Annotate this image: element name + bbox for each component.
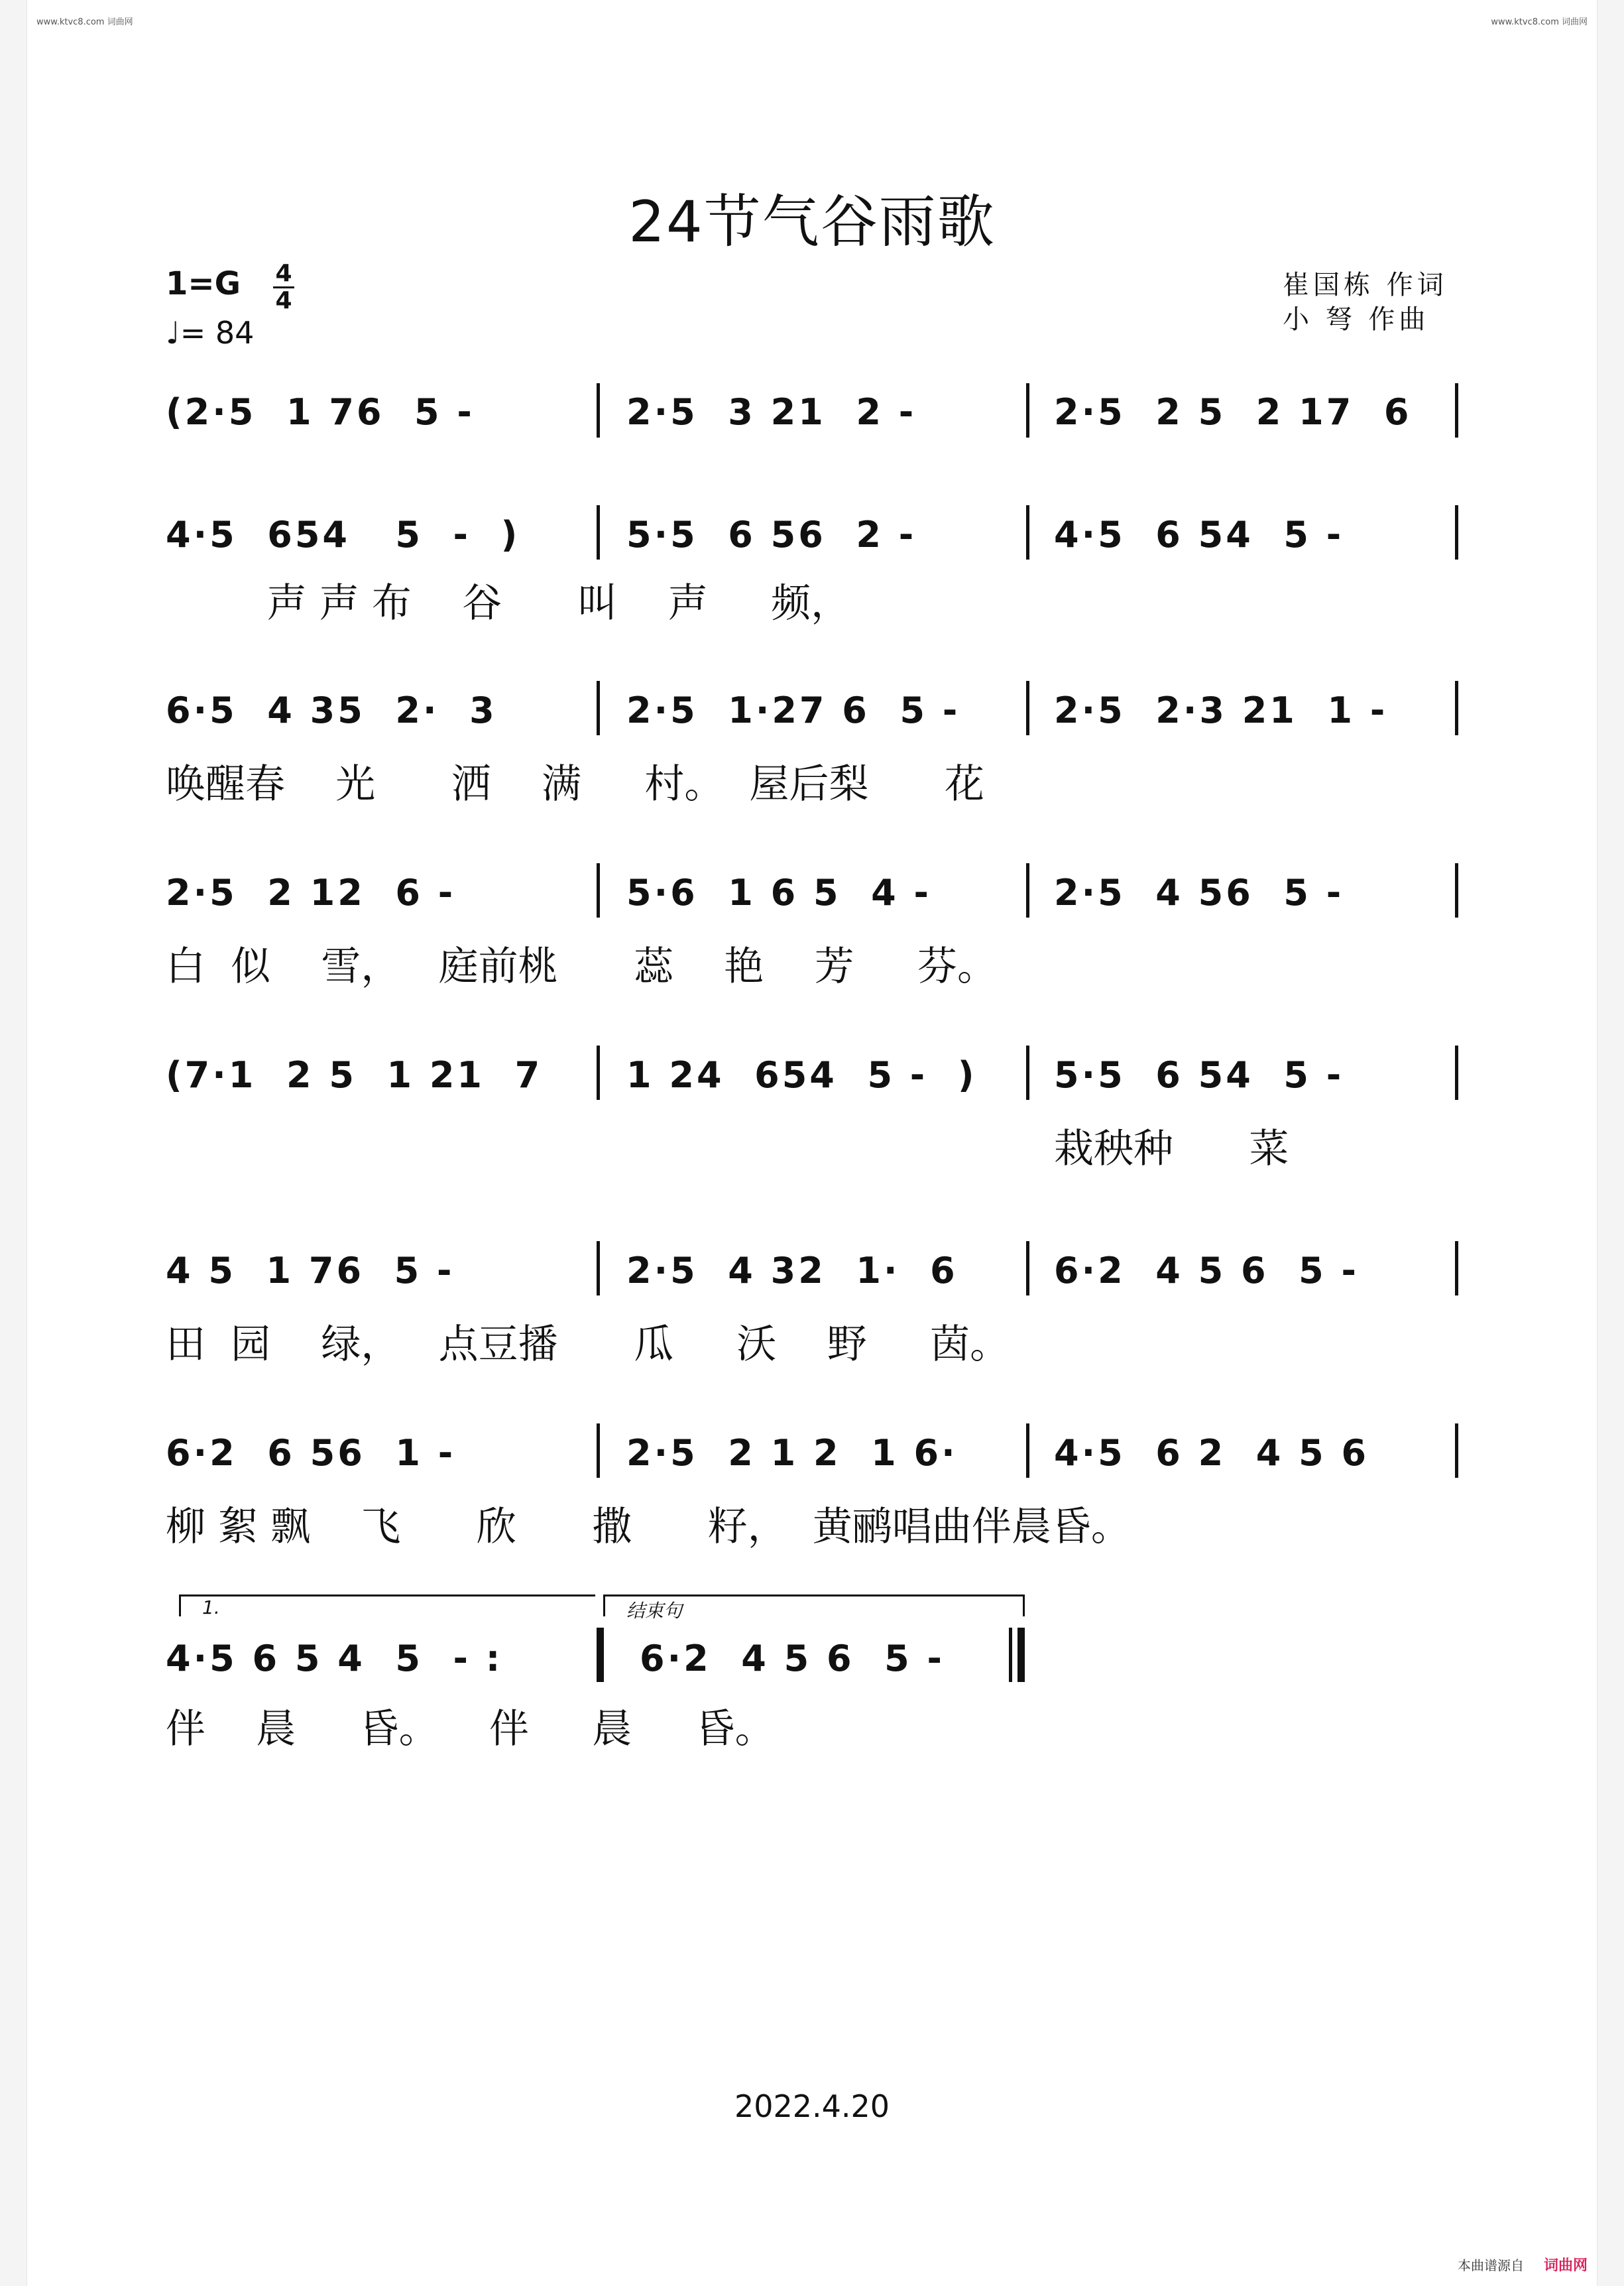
barline bbox=[1026, 863, 1029, 918]
first-ending-label: 1. bbox=[202, 1596, 220, 1618]
barline bbox=[597, 505, 600, 560]
final-barline-thin bbox=[1009, 1628, 1012, 1682]
time-numerator: 4 bbox=[275, 260, 292, 287]
barline bbox=[597, 1241, 600, 1295]
barline bbox=[1455, 1423, 1458, 1478]
system-5-measure-2: 1 24 654 5 - ) bbox=[626, 1054, 977, 1096]
system-1-measure-1: (2·5 1 76 5 - bbox=[166, 391, 475, 433]
tempo-marking bbox=[166, 315, 254, 351]
first-ending-bracket bbox=[179, 1594, 595, 1616]
right-watermark-strip bbox=[1597, 0, 1624, 2286]
composer-credit: 小 弩 作曲 bbox=[1283, 304, 1430, 335]
system-6-measure-2: 2·5 4 32 1· 6 bbox=[626, 1250, 958, 1292]
barline bbox=[1026, 1046, 1029, 1100]
system-4-lyrics: 白 似 雪， 庭前桃 蕊 艳 芳 芬。 bbox=[166, 943, 998, 990]
system-1-measure-2: 2·5 3 21 2 - bbox=[626, 391, 917, 433]
system-7-lyrics: 柳 絮 飘 飞 欣 撒 籽， 黄鹂唱曲伴晨昏。 bbox=[166, 1504, 1131, 1550]
header-site-right: www.ktvc8.com 词曲网 bbox=[1491, 17, 1588, 27]
barline bbox=[1455, 681, 1458, 735]
source-label: 本曲谱源自 bbox=[1457, 2257, 1524, 2273]
system-7-measure-2: 2·5 2 1 2 1 6· bbox=[626, 1432, 958, 1474]
ending-label: 结束句 bbox=[626, 1600, 683, 1622]
barline bbox=[1026, 505, 1029, 560]
barline bbox=[597, 1046, 600, 1100]
barline bbox=[597, 383, 600, 438]
system-3-measure-2: 2·5 1·27 6 5 - bbox=[626, 690, 960, 731]
lyricist-credit: 崔国栋 作词 bbox=[1283, 270, 1448, 300]
left-watermark-strip bbox=[0, 0, 27, 2286]
system-8-lyrics: 伴 晨 昏。 伴 晨 昏。 bbox=[166, 1706, 775, 1752]
system-3-measure-1: 6·5 4 35 2· 3 bbox=[166, 690, 497, 731]
brand-logo: 词曲网 bbox=[1543, 2257, 1588, 2274]
system-4-measure-2: 5·6 1 6 5 4 - bbox=[626, 872, 931, 914]
barline bbox=[1026, 1423, 1029, 1478]
tempo-value: = 84 bbox=[180, 315, 255, 351]
header-site-left: www.ktvc8.com 词曲网 bbox=[36, 17, 133, 27]
key-label: 1=G bbox=[166, 265, 241, 302]
song-title: 24节气谷雨歌 bbox=[628, 189, 996, 255]
barline bbox=[1455, 1046, 1458, 1100]
system-2-measure-3: 4·5 6 54 5 - bbox=[1054, 514, 1344, 556]
composition-date: 2022.4.20 bbox=[734, 2088, 890, 2124]
system-8-measure-2: 6·2 4 5 6 5 - bbox=[640, 1638, 945, 1679]
system-7-measure-1: 6·2 6 56 1 - bbox=[166, 1432, 456, 1474]
barline bbox=[1455, 505, 1458, 560]
time-signature bbox=[270, 262, 297, 313]
barline bbox=[597, 863, 600, 918]
system-8-measure-1: 4·5 6 5 4 5 - : bbox=[166, 1638, 503, 1679]
barline bbox=[597, 1423, 600, 1478]
system-7-measure-3: 4·5 6 2 4 5 6 bbox=[1054, 1432, 1369, 1474]
system-5-measure-1: (7·1 2 5 1 21 7 bbox=[166, 1054, 543, 1096]
system-3-measure-3: 2·5 2·3 21 1 - bbox=[1054, 690, 1388, 731]
barline bbox=[1026, 1241, 1029, 1295]
system-5-measure-3: 5·5 6 54 5 - bbox=[1054, 1054, 1344, 1096]
system-6-measure-3: 6·2 4 5 6 5 - bbox=[1054, 1250, 1359, 1292]
system-6-lyrics: 田 园 绿， 点豆播 瓜 沃 野 茵。 bbox=[166, 1321, 1010, 1368]
system-2-measure-2: 5·5 6 56 2 - bbox=[626, 514, 917, 556]
system-5-lyrics: 栽秧种 菜 bbox=[1054, 1126, 1289, 1172]
barline bbox=[597, 681, 600, 735]
system-2-measure-1: 4·5 654 5 - ) bbox=[166, 514, 520, 556]
system-6-measure-1: 4 5 1 76 5 - bbox=[166, 1250, 455, 1292]
final-barline-thick bbox=[1017, 1628, 1025, 1682]
barline bbox=[1026, 383, 1029, 438]
system-3-lyrics: 唤醒春 光 洒 满 村。 屋后梨 花 bbox=[166, 761, 984, 808]
system-4-measure-3: 2·5 4 56 5 - bbox=[1054, 872, 1344, 914]
system-4-measure-1: 2·5 2 12 6 - bbox=[166, 872, 456, 914]
system-2-lyrics: 声 声 布 谷 叫 声 频， bbox=[166, 580, 851, 627]
system-1-measure-3: 2·5 2 5 2 17 6 bbox=[1054, 391, 1412, 433]
barline bbox=[1455, 383, 1458, 438]
time-denominator: 4 bbox=[275, 287, 292, 314]
barline bbox=[1455, 863, 1458, 918]
repeat-barline bbox=[597, 1628, 604, 1682]
key-signature bbox=[166, 265, 241, 302]
source-mark bbox=[1458, 2254, 1588, 2275]
barline bbox=[1455, 1241, 1458, 1295]
quarter-note-icon: ♩ bbox=[166, 315, 180, 351]
barline bbox=[1026, 681, 1029, 735]
